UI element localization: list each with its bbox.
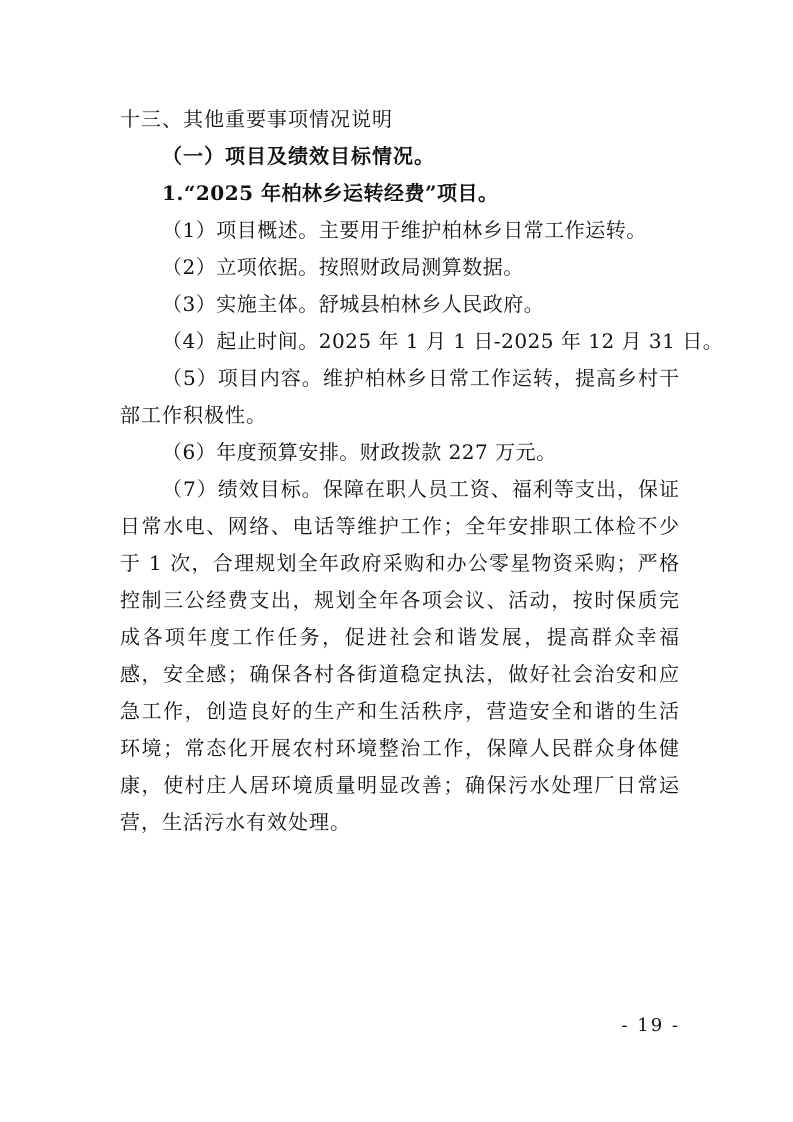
item-budget: （6）年度预算安排。财政拨款 227 万元。 (162, 440, 557, 464)
document-body (120, 101, 724, 841)
section-heading: 十三、其他重要事项情况说明 (120, 107, 393, 131)
item-basis: （2）立项依据。按照财政局测算数据。 (162, 255, 524, 279)
project-title: 1.“2025 年柏林乡运转经费”项目。 (162, 181, 499, 205)
item-content: （5）项目内容。维护柏林乡日常工作运转，提高乡村干部工作积极性。 (120, 366, 680, 427)
item-performance-goals: （7）绩效目标。保障在职人员工资、福利等支出，保证日常水电、网络、电话等维护工作；全年安排职工体检不少于 1 次，合理规划全年政府采购和办公零星物资采购；严格控制三公经费支出，规划全年各项会议、活动，按时保质完成各项年度工作任务，促进社会和谐发展，提高群众幸福感，安全感；确保各村各街道稳定执法，做好社会治安和应急工作，创造良好的生产和生活秩序，营造安全和谐的生活环境；常态化开展农村环境整治工作，保障人民群众身体健康，使村庄人居环境质量明显改善；确保污水处理厂日常运营，生活污水有效处理。 (120, 477, 680, 834)
subsection-heading: （一）项目及绩效目标情况。 (162, 144, 435, 168)
item-period: （4）起止时间。2025 年 1 月 1 日-2025 年 12 月 31 日。 (162, 329, 724, 353)
page-number: - 19 - (621, 1015, 680, 1036)
item-implementer: （3）实施主体。舒城县柏林乡人民政府。 (162, 292, 545, 316)
item-overview: （1）项目概述。主要用于维护柏林乡日常工作运转。 (162, 218, 647, 242)
